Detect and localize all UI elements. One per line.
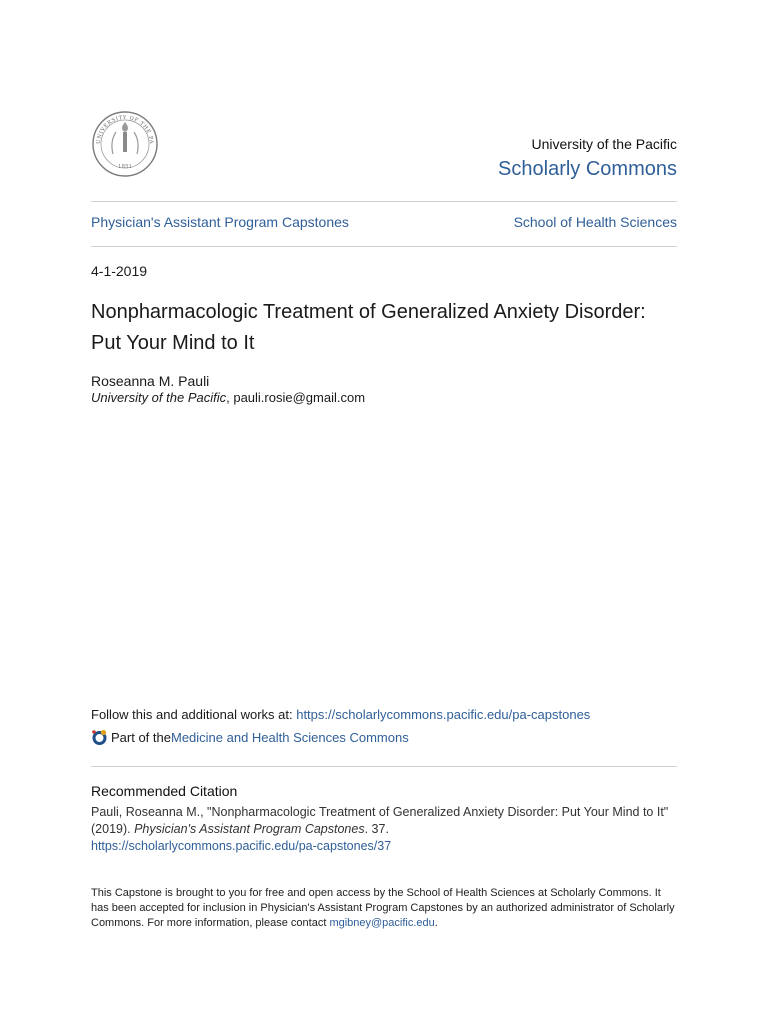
follow-url-link[interactable]: https://scholarlycommons.pacific.edu/pa-capstones — [296, 707, 591, 722]
divider — [91, 201, 677, 202]
author-name: Roseanna M. Pauli — [91, 373, 210, 389]
collection-link-capstones[interactable]: Physician's Assistant Program Capstones — [91, 214, 349, 230]
publication-date: 4-1-2019 — [91, 263, 148, 279]
divider — [91, 246, 677, 247]
university-seal-logo — [91, 110, 159, 178]
scholarly-commons-link[interactable]: Scholarly Commons — [498, 158, 677, 180]
citation-heading: Recommended Citation — [91, 783, 238, 799]
citation-number: . 37. — [364, 822, 389, 836]
paper-title: Nonpharmacologic Treatment of Generalized Anxiety Disorder: Put Your Mind to It — [91, 301, 646, 354]
citation-body — [91, 804, 677, 855]
citation-url-link[interactable]: https://scholarlycommons.pacific.edu/pa-capstones/37 — [91, 839, 392, 853]
university-name: University of the Pacific — [531, 136, 677, 152]
access-notice — [91, 886, 677, 931]
network-commons-icon — [91, 729, 108, 746]
author-email: , pauli.rosie@gmail.com — [226, 390, 366, 405]
access-notice-end: . — [434, 917, 438, 929]
seal-arc-text: UNIVERSITY OF THE PA — [95, 114, 155, 145]
partof-prefix: Part of the — [111, 730, 171, 745]
collection-link-health-sciences[interactable]: School of Health Sciences — [513, 214, 677, 230]
follow-prefix: Follow this and additional works at: — [91, 707, 297, 722]
author-affiliation — [91, 390, 365, 405]
seal-year: 1851 — [118, 164, 132, 170]
access-notice-text: This Capstone is brought to you for free and open access by the School of Health Sciences at Scholarly Commons. It has been accepted for inclusion in Physician's Assistant Program Capstones by an authorized administrator of Scholarly Commons. For more information, please contact — [91, 887, 675, 929]
follow-line — [91, 707, 590, 722]
citation-year: (2019). — [91, 822, 135, 836]
commons-link[interactable]: Medicine and Health Sciences Commons — [170, 730, 409, 745]
contact-email-link[interactable]: mgibney@pacific.edu — [329, 917, 435, 929]
citation-line1: Pauli, Roseanna M., "Nonpharmacologic Treatment of Generalized Anxiety Disorder: Put Your Mind to It" — [91, 805, 669, 819]
citation-series: Physician's Assistant Program Capstones — [134, 822, 365, 836]
affiliation-name: University of the Pacific — [91, 390, 227, 405]
divider — [91, 766, 677, 767]
part-of-line — [91, 729, 409, 746]
